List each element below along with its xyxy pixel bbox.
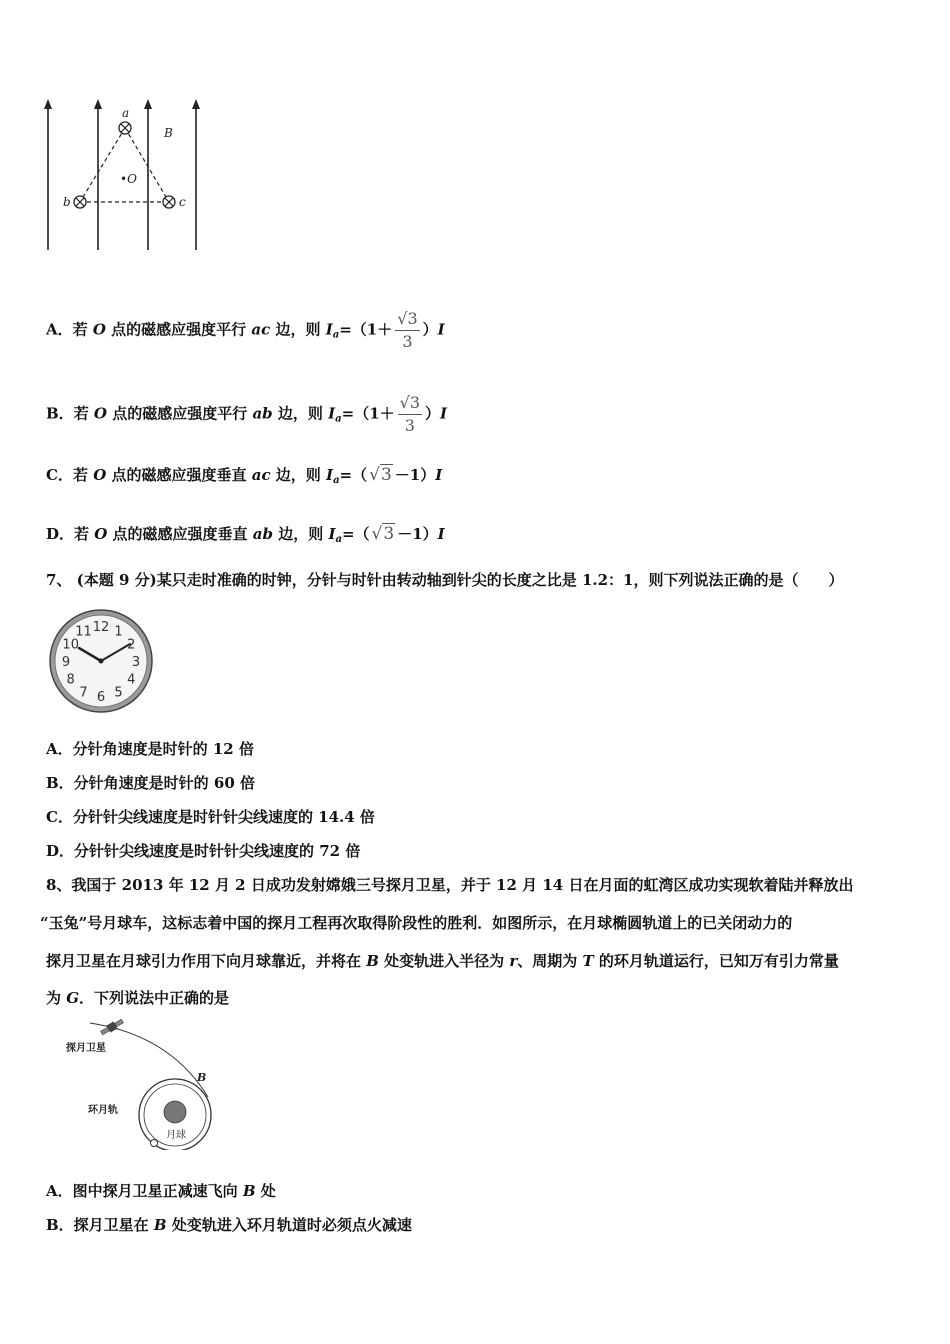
fraction: $\frac{√3}{3}$ [397,309,418,351]
q7-option-c[interactable]: C．分针针尖线速度是时针针尖线速度的 14.4 倍 [46,808,375,826]
q8-line-2: “玉兔”号月球车，这标志着中国的探月工程再次取得阶段性的胜利．如图所示，在月球椭圆轨道上的已关闭动力的 [40,914,793,932]
q8-line-3: 探月卫星在月球引力作用下向月球靠近，并将在 B 处变轨进入半径为 r、周期为 T 的环月轨道运行，已知万有引力常量 [46,952,839,970]
q7-option-d[interactable]: D．分针针尖线速度是时针针尖线速度的 72 倍 [46,842,361,860]
elliptical-orbit [90,1023,208,1097]
clock-number: 4 [127,672,136,688]
satellite-on-orbit [151,1140,158,1147]
clock-number: 9 [61,655,71,670]
q7-stem: 7、 (本题 9 分)某只走时准确的时钟，分针与时针由转动轴到针尖的长度之比是 1.2：1，则下列说法正确的是（ ） [46,571,844,589]
clock-figure [46,606,156,716]
lunar-orbit-figure [60,1015,230,1150]
label-satellite: 探月卫星 [66,1043,106,1054]
clock-number: 10 [62,637,79,653]
satellite-icon [100,1018,125,1037]
clock-number: 3 [131,655,141,670]
q8-option-a[interactable]: A．图中探月卫星正减速飞向 B 处 [46,1182,276,1200]
q6-option-b[interactable]: B．若 O 点的磁感应强度平行 ab 边，则 $I_a=(1+$ $\frac{√3}{3}$ ）I [46,393,448,435]
clock-number: 2 [127,637,136,653]
clock-number: 8 [66,672,75,688]
label-moon: 月球 [166,1130,186,1141]
q6-option-c[interactable]: C．若 O 点的磁感应强度垂直 ac 边，则 $I_a=$（ √3 －1）I [46,465,443,486]
sqrt: √3 [369,465,392,485]
q8-line-1: 8、我国于 2013 年 12 月 2 日成功发射嫦娥三号探月卫星，并于 12 月 14 日在月面的虹湾区成功实现软着陆并释放出 [46,876,854,894]
clock-number: 7 [79,685,88,701]
label-a: a [122,106,130,120]
moon [164,1101,186,1123]
clock-number: 5 [114,685,123,701]
label-B: B [164,126,173,140]
clock-number: 6 [96,690,106,705]
q8-line-4: 为 G．下列说法中正确的是 [46,989,230,1007]
clock-number: 11 [75,624,92,640]
clock-number: 12 [92,620,110,635]
q6-option-a[interactable]: A．若 O 点的磁感应强度平行 ac 边，则 $I_a=(1+$ $\frac{√3}{3}$ ）I [46,309,445,351]
q7-option-a[interactable]: A．分针角速度是时针的 12 倍 [46,740,254,758]
label-c: c [179,195,186,209]
label-O: •O [120,172,137,186]
label-orbit: 环月轨 [88,1105,118,1116]
sqrt: √3 [371,524,395,544]
fraction: $\frac{√3}{3}$ [399,393,421,435]
q6-option-d[interactable]: D．若 O 点的磁感应强度垂直 ab 边，则 $I_a=$（ √3 －1）I [46,524,445,545]
clock-number: 1 [114,624,123,640]
q7-option-b[interactable]: B．分针角速度是时针的 60 倍 [46,774,255,792]
label-b: b [63,195,71,209]
q8-option-b[interactable]: B．探月卫星在 B 处变轨进入环月轨道时必须点火减速 [46,1216,412,1234]
label-B: B [197,1071,207,1084]
magnetic-field-figure [40,95,220,255]
